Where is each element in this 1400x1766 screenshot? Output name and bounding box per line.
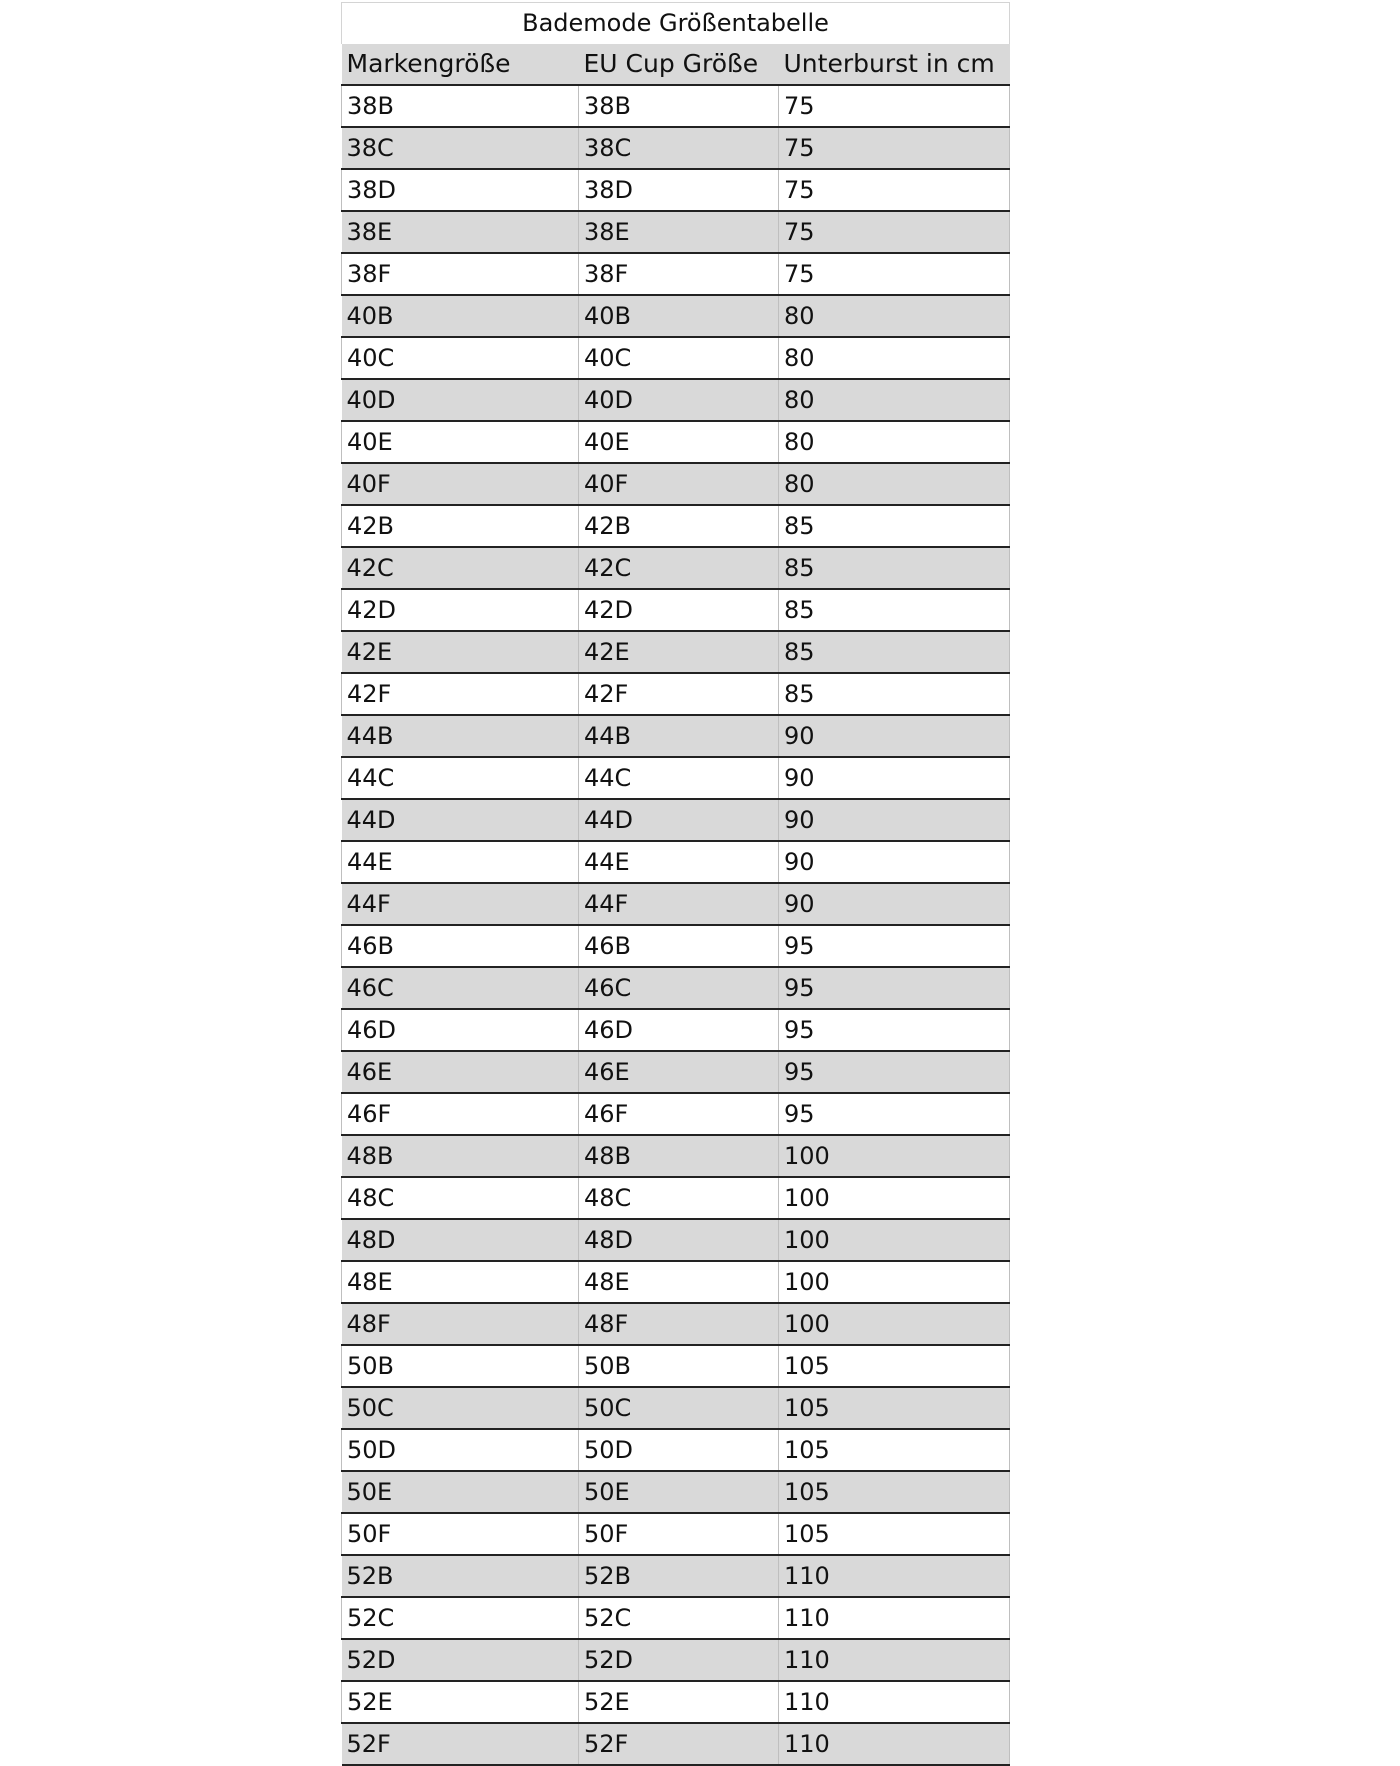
cell-brand-size: 38D xyxy=(342,169,579,211)
cell-brand-size: 42F xyxy=(342,673,579,715)
table-row xyxy=(342,1093,1010,1135)
table-row xyxy=(342,1219,1010,1261)
cell-eu-cup-size: 44F xyxy=(579,883,779,925)
cell-brand-size: 40C xyxy=(342,337,579,379)
cell-brand-size: 38B xyxy=(342,85,579,127)
table-row xyxy=(342,1177,1010,1219)
cell-brand-size: 46D xyxy=(342,1009,579,1051)
cell-eu-cup-size: 52D xyxy=(579,1639,779,1681)
cell-brand-size: 42B xyxy=(342,505,579,547)
table-row xyxy=(342,463,1010,505)
table-row xyxy=(342,505,1010,547)
cell-underbust: 110 xyxy=(779,1723,1010,1765)
cell-underbust: 110 xyxy=(779,1555,1010,1597)
table-row xyxy=(342,967,1010,1009)
cell-brand-size: 40B xyxy=(342,295,579,337)
cell-underbust: 105 xyxy=(779,1387,1010,1429)
cell-brand-size: 38C xyxy=(342,127,579,169)
cell-eu-cup-size: 42F xyxy=(579,673,779,715)
cell-underbust: 75 xyxy=(779,127,1010,169)
table-row xyxy=(342,169,1010,211)
cell-underbust: 110 xyxy=(779,1597,1010,1639)
cell-underbust: 110 xyxy=(779,1681,1010,1723)
cell-brand-size: 46C xyxy=(342,967,579,1009)
cell-underbust: 80 xyxy=(779,463,1010,505)
cell-brand-size: 44B xyxy=(342,715,579,757)
cell-eu-cup-size: 38C xyxy=(579,127,779,169)
column-header-brand-size: Markengröße xyxy=(342,44,579,85)
cell-underbust: 90 xyxy=(779,841,1010,883)
cell-brand-size: 48E xyxy=(342,1261,579,1303)
cell-underbust: 75 xyxy=(779,211,1010,253)
cell-brand-size: 48B xyxy=(342,1135,579,1177)
table-title: Bademode Größentabelle xyxy=(342,3,1010,44)
cell-eu-cup-size: 46D xyxy=(579,1009,779,1051)
cell-brand-size: 48F xyxy=(342,1303,579,1345)
table-row xyxy=(342,1135,1010,1177)
cell-underbust: 85 xyxy=(779,673,1010,715)
table-row xyxy=(342,841,1010,883)
table-row xyxy=(342,85,1010,127)
table-row xyxy=(342,337,1010,379)
cell-underbust: 90 xyxy=(779,757,1010,799)
cell-underbust: 110 xyxy=(779,1639,1010,1681)
table-row xyxy=(342,1429,1010,1471)
column-header-underbust: Unterburst in cm xyxy=(779,44,1010,85)
cell-underbust: 95 xyxy=(779,1009,1010,1051)
cell-eu-cup-size: 52B xyxy=(579,1555,779,1597)
cell-eu-cup-size: 38D xyxy=(579,169,779,211)
cell-brand-size: 52D xyxy=(342,1639,579,1681)
cell-eu-cup-size: 48F xyxy=(579,1303,779,1345)
cell-eu-cup-size: 50E xyxy=(579,1471,779,1513)
cell-brand-size: 52C xyxy=(342,1597,579,1639)
cell-eu-cup-size: 40D xyxy=(579,379,779,421)
cell-eu-cup-size: 48E xyxy=(579,1261,779,1303)
table-row xyxy=(342,1639,1010,1681)
cell-underbust: 95 xyxy=(779,1051,1010,1093)
cell-brand-size: 44C xyxy=(342,757,579,799)
column-header-eu-cup-size: EU Cup Größe xyxy=(579,44,779,85)
cell-brand-size: 50E xyxy=(342,1471,579,1513)
cell-brand-size: 48C xyxy=(342,1177,579,1219)
cell-eu-cup-size: 50F xyxy=(579,1513,779,1555)
cell-brand-size: 48D xyxy=(342,1219,579,1261)
cell-eu-cup-size: 38F xyxy=(579,253,779,295)
table-row xyxy=(342,1513,1010,1555)
table-row xyxy=(342,631,1010,673)
cell-eu-cup-size: 40C xyxy=(579,337,779,379)
size-chart-table xyxy=(341,2,1010,1766)
cell-eu-cup-size: 38B xyxy=(579,85,779,127)
cell-eu-cup-size: 44C xyxy=(579,757,779,799)
table-row xyxy=(342,757,1010,799)
table-title-row xyxy=(342,3,1010,44)
cell-brand-size: 50B xyxy=(342,1345,579,1387)
table-row xyxy=(342,1261,1010,1303)
cell-underbust: 100 xyxy=(779,1135,1010,1177)
cell-eu-cup-size: 50C xyxy=(579,1387,779,1429)
cell-underbust: 75 xyxy=(779,85,1010,127)
table-row xyxy=(342,1387,1010,1429)
table-row xyxy=(342,715,1010,757)
cell-eu-cup-size: 42C xyxy=(579,547,779,589)
cell-eu-cup-size: 40E xyxy=(579,421,779,463)
table-row xyxy=(342,1009,1010,1051)
cell-eu-cup-size: 46E xyxy=(579,1051,779,1093)
cell-eu-cup-size: 46F xyxy=(579,1093,779,1135)
cell-underbust: 80 xyxy=(779,337,1010,379)
cell-brand-size: 40D xyxy=(342,379,579,421)
cell-brand-size: 50C xyxy=(342,1387,579,1429)
cell-brand-size: 40E xyxy=(342,421,579,463)
cell-underbust: 80 xyxy=(779,421,1010,463)
cell-eu-cup-size: 48C xyxy=(579,1177,779,1219)
cell-underbust: 105 xyxy=(779,1429,1010,1471)
table-row xyxy=(342,925,1010,967)
cell-underbust: 95 xyxy=(779,925,1010,967)
cell-eu-cup-size: 40B xyxy=(579,295,779,337)
cell-brand-size: 50F xyxy=(342,1513,579,1555)
cell-eu-cup-size: 48B xyxy=(579,1135,779,1177)
cell-underbust: 85 xyxy=(779,589,1010,631)
table-row xyxy=(342,1051,1010,1093)
cell-underbust: 80 xyxy=(779,295,1010,337)
table-row xyxy=(342,1555,1010,1597)
cell-eu-cup-size: 48D xyxy=(579,1219,779,1261)
cell-brand-size: 52B xyxy=(342,1555,579,1597)
cell-brand-size: 38E xyxy=(342,211,579,253)
table-row xyxy=(342,211,1010,253)
table-row xyxy=(342,799,1010,841)
cell-underbust: 90 xyxy=(779,799,1010,841)
cell-eu-cup-size: 42D xyxy=(579,589,779,631)
cell-brand-size: 46F xyxy=(342,1093,579,1135)
table-row xyxy=(342,1345,1010,1387)
table-row xyxy=(342,1597,1010,1639)
table-row xyxy=(342,379,1010,421)
cell-underbust: 85 xyxy=(779,631,1010,673)
table-row xyxy=(342,253,1010,295)
cell-eu-cup-size: 50B xyxy=(579,1345,779,1387)
cell-underbust: 75 xyxy=(779,253,1010,295)
cell-brand-size: 46B xyxy=(342,925,579,967)
cell-brand-size: 44E xyxy=(342,841,579,883)
cell-underbust: 80 xyxy=(779,379,1010,421)
cell-brand-size: 42D xyxy=(342,589,579,631)
cell-brand-size: 44D xyxy=(342,799,579,841)
cell-brand-size: 44F xyxy=(342,883,579,925)
table-row xyxy=(342,295,1010,337)
cell-underbust: 100 xyxy=(779,1177,1010,1219)
table-row xyxy=(342,883,1010,925)
cell-underbust: 95 xyxy=(779,1093,1010,1135)
table-body xyxy=(342,85,1010,1765)
cell-underbust: 75 xyxy=(779,169,1010,211)
table-row xyxy=(342,1471,1010,1513)
cell-underbust: 105 xyxy=(779,1471,1010,1513)
cell-eu-cup-size: 42B xyxy=(579,505,779,547)
cell-eu-cup-size: 40F xyxy=(579,463,779,505)
cell-eu-cup-size: 38E xyxy=(579,211,779,253)
cell-brand-size: 52F xyxy=(342,1723,579,1765)
cell-underbust: 100 xyxy=(779,1303,1010,1345)
cell-brand-size: 42C xyxy=(342,547,579,589)
cell-brand-size: 42E xyxy=(342,631,579,673)
table-row xyxy=(342,1723,1010,1765)
cell-underbust: 85 xyxy=(779,547,1010,589)
cell-underbust: 105 xyxy=(779,1345,1010,1387)
cell-brand-size: 38F xyxy=(342,253,579,295)
cell-brand-size: 52E xyxy=(342,1681,579,1723)
cell-eu-cup-size: 42E xyxy=(579,631,779,673)
cell-brand-size: 40F xyxy=(342,463,579,505)
cell-eu-cup-size: 52E xyxy=(579,1681,779,1723)
cell-eu-cup-size: 44E xyxy=(579,841,779,883)
cell-eu-cup-size: 46C xyxy=(579,967,779,1009)
cell-underbust: 85 xyxy=(779,505,1010,547)
cell-eu-cup-size: 52C xyxy=(579,1597,779,1639)
table-header-row xyxy=(342,44,1010,85)
cell-underbust: 90 xyxy=(779,883,1010,925)
cell-eu-cup-size: 44D xyxy=(579,799,779,841)
table-row xyxy=(342,673,1010,715)
table-row xyxy=(342,589,1010,631)
cell-underbust: 100 xyxy=(779,1261,1010,1303)
table-row xyxy=(342,1681,1010,1723)
table-row xyxy=(342,127,1010,169)
cell-underbust: 95 xyxy=(779,967,1010,1009)
cell-underbust: 100 xyxy=(779,1219,1010,1261)
table-row xyxy=(342,547,1010,589)
cell-eu-cup-size: 44B xyxy=(579,715,779,757)
cell-underbust: 90 xyxy=(779,715,1010,757)
table-row xyxy=(342,421,1010,463)
table-row xyxy=(342,1303,1010,1345)
cell-eu-cup-size: 52F xyxy=(579,1723,779,1765)
cell-brand-size: 50D xyxy=(342,1429,579,1471)
cell-eu-cup-size: 46B xyxy=(579,925,779,967)
cell-eu-cup-size: 50D xyxy=(579,1429,779,1471)
cell-underbust: 105 xyxy=(779,1513,1010,1555)
cell-brand-size: 46E xyxy=(342,1051,579,1093)
